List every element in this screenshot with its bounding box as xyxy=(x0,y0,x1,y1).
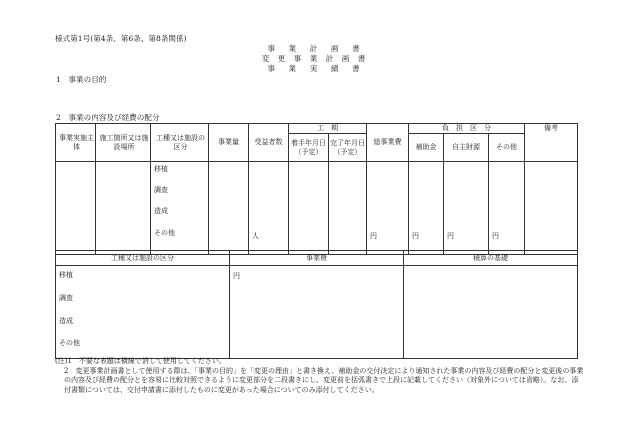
category2-construction: 造成 xyxy=(59,317,73,325)
category2-other: その他 xyxy=(59,339,80,347)
form-number: 様式第1号(第4条、第6条、第8条関係) xyxy=(55,34,187,43)
category2-transplant: 移植 xyxy=(59,271,73,279)
header-period: 工 期 xyxy=(289,124,367,134)
header-total-cost: 総事業費 xyxy=(367,124,409,162)
header-other: その他 xyxy=(489,134,525,162)
note-1: (注)1 不要な表題は横線で消して使用してください。 xyxy=(55,357,226,365)
header-beneficiaries: 受益者数 xyxy=(249,124,289,162)
category-construction: 造成 xyxy=(154,207,168,215)
header-own-funds: 自主財源 xyxy=(444,134,489,162)
header-quantity: 事業量 xyxy=(209,124,249,162)
header-burden: 負 担 区 分 xyxy=(409,124,525,134)
category-other: その他 xyxy=(154,229,175,237)
cost-basis-table xyxy=(55,250,578,359)
header2-basis: 積算の基礎 xyxy=(404,251,578,266)
section-purpose-heading: 1 事業の目的 xyxy=(56,75,107,84)
cell2-categories xyxy=(56,266,230,359)
header-entity: 事業実施主体 xyxy=(56,124,96,162)
unit-yen-other: 円 xyxy=(492,232,499,240)
title-results: 事 業 実 績 書 xyxy=(267,64,363,73)
cell-entity[interactable] xyxy=(56,162,96,255)
title-plan: 事 業 計 画 書 xyxy=(267,44,363,53)
unit-yen-cost: 円 xyxy=(233,272,240,280)
header-subsidy: 補助金 xyxy=(409,134,444,162)
category-transplant: 移植 xyxy=(154,165,168,173)
unit-yen-subsidy: 円 xyxy=(412,232,419,240)
content-cost-table xyxy=(55,123,578,255)
header-location: 施工箇所又は施設場所 xyxy=(96,124,151,162)
header2-category: 工種又は施設の区分 xyxy=(56,251,230,266)
category2-survey: 調査 xyxy=(59,294,73,302)
header2-cost: 事業費 xyxy=(230,251,404,266)
cell-start-date[interactable] xyxy=(289,162,329,255)
header-end-date: 完了年月日（予定） xyxy=(329,134,367,162)
header-start-date: 着手年月日（予定） xyxy=(289,134,329,162)
title-change-plan: 変 更 事 業 計 画 書 xyxy=(261,54,369,63)
section-content-heading: 2 事業の内容及び経費の配分 xyxy=(56,113,160,122)
cell-location[interactable] xyxy=(96,162,151,255)
note-2: 2 変更事業計画書として使用する際は、「事業の目的」を「変更の理由」と書き換え、補助金の交付決定により通知された事業の内容及び経費の配分と変更後の事業の内容及び経費の配分とを容易に比較対照できるように変更部分を二段書きにし、変更前を括弧書きで上段に記載してください（対象外については省略）。なお、添付書類については、交付申請書に添付したものに変更があった場合についてのみ添付してください。 xyxy=(64,366,584,394)
header-category: 工種又は施設の区分 xyxy=(151,124,209,162)
unit-person: 人 xyxy=(252,232,259,240)
document-titles xyxy=(0,44,630,74)
header-remarks: 備考 xyxy=(525,124,578,162)
notes xyxy=(55,357,585,395)
unit-yen-total: 円 xyxy=(370,232,377,240)
cell2-cost[interactable] xyxy=(230,266,404,359)
cell-beneficiaries[interactable] xyxy=(249,162,289,255)
cell-end-date[interactable] xyxy=(329,162,367,255)
cell-total-cost[interactable] xyxy=(367,162,409,255)
cell-other[interactable] xyxy=(489,162,525,255)
cell-own-funds[interactable] xyxy=(444,162,489,255)
cell-subsidy[interactable] xyxy=(409,162,444,255)
unit-yen-own: 円 xyxy=(447,232,454,240)
cell-remarks[interactable] xyxy=(525,162,578,255)
cell-categories xyxy=(151,162,209,255)
cell-quantity[interactable] xyxy=(209,162,249,255)
category-survey: 調査 xyxy=(154,186,168,194)
cell2-basis[interactable] xyxy=(404,266,578,359)
